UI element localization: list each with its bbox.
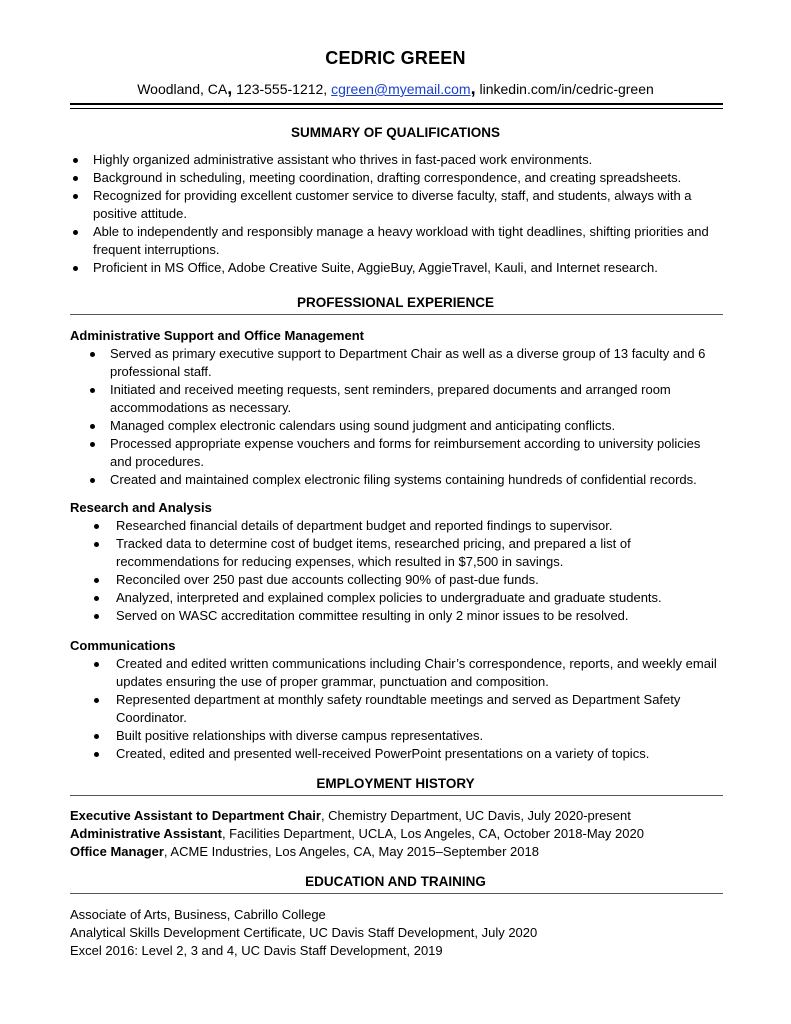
bullet-text: Able to independently and responsibly manage a heavy workload with tight deadlines, shifting priorities and frequent interruptions. xyxy=(93,224,709,257)
header-divider xyxy=(70,103,723,109)
experience-group-heading: Administrative Support and Office Management xyxy=(70,328,364,343)
job-title: Administrative Assistant xyxy=(70,826,222,841)
summary-heading: SUMMARY OF QUALIFICATIONS xyxy=(291,125,500,140)
bullet-text: Highly organized administrative assistant who thrives in fast-paced work environments. xyxy=(93,152,593,167)
bullet-item xyxy=(70,187,730,223)
bullet-text: Created and maintained complex electronic filing systems containing hundreds of confidential records. xyxy=(110,472,697,487)
contact-phone: 123-555-1212, xyxy=(236,81,328,97)
bullet-dot-icon xyxy=(94,524,99,529)
bullet-dot-icon xyxy=(73,266,78,271)
bullet-dot-icon xyxy=(90,442,95,447)
bullet-text: Reconciled over 250 past due accounts collecting 90% of past-due funds. xyxy=(116,572,539,587)
bullet-item xyxy=(88,745,718,763)
bullet-dot-icon xyxy=(73,194,78,199)
contact-separator: , xyxy=(227,78,233,98)
contact-linkedin: linkedin.com/in/cedric-green xyxy=(479,81,654,97)
bullet-text: Served as primary executive support to Department Chair as well as a diverse group of 13 faculty and 6 professional staff. xyxy=(110,346,706,379)
experience-group-list xyxy=(88,655,718,763)
experience-group-heading: Research and Analysis xyxy=(70,500,212,515)
bullet-dot-icon xyxy=(90,388,95,393)
job-detail: , Facilities Department, UCLA, Los Angeles, CA, October 2018-May 2020 xyxy=(221,826,644,841)
bullet-text: Proficient in MS Office, Adobe Creative Suite, AggieBuy, AggieTravel, Kauli, and Internet research. xyxy=(93,260,658,275)
bullet-item xyxy=(88,517,718,535)
experience-group-heading: Communications xyxy=(70,638,176,653)
employment-entry xyxy=(70,843,644,861)
bullet-text: Represented department at monthly safety roundtable meetings and served as Department Safety Coordinator. xyxy=(116,692,681,725)
bullet-dot-icon xyxy=(94,662,99,667)
bullet-text: Created and edited written communications including Chair’s correspondence, reports, and weekly email updates ensuring the use of proper grammar, punctuation and composition. xyxy=(116,656,717,689)
bullet-text: Served on WASC accreditation committee resulting in only 2 minor issues to be resolved. xyxy=(116,608,629,623)
bullet-item xyxy=(88,655,718,691)
bullet-text: Recognized for providing excellent customer service to diverse faculty, staff, and students, always with a positive attitude. xyxy=(93,188,692,221)
contact-location: Woodland, CA xyxy=(137,81,228,97)
contact-email-link[interactable]: cgreen@myemail.com xyxy=(331,81,471,97)
job-title: Executive Assistant to Department Chair xyxy=(70,808,321,823)
bullet-item xyxy=(70,259,730,277)
bullet-dot-icon xyxy=(94,542,99,547)
bullet-dot-icon xyxy=(73,230,78,235)
bullet-item xyxy=(88,345,718,381)
job-title: Office Manager xyxy=(70,844,164,859)
contact-line xyxy=(0,78,791,99)
bullet-dot-icon xyxy=(90,352,95,357)
job-detail: , Chemistry Department, UC Davis, July 2020-present xyxy=(320,808,631,823)
bullet-text: Analyzed, interpreted and explained complex policies to undergraduate and graduate students. xyxy=(116,590,662,605)
job-detail: , ACME Industries, Los Angeles, CA, May 2015–September 2018 xyxy=(163,844,539,859)
bullet-dot-icon xyxy=(73,176,78,181)
bullet-dot-icon xyxy=(94,752,99,757)
experience-group-list xyxy=(88,345,718,489)
candidate-name: CEDRIC GREEN xyxy=(325,48,466,68)
bullet-dot-icon xyxy=(94,614,99,619)
bullet-item xyxy=(70,169,730,187)
education-entry: Associate of Arts, Business, Cabrillo College xyxy=(70,907,326,922)
summary-list xyxy=(70,151,730,277)
bullet-text: Built positive relationships with diverse campus representatives. xyxy=(116,728,484,743)
employment-entry xyxy=(70,807,644,825)
bullet-text: Researched financial details of department budget and reported findings to supervisor. xyxy=(116,518,613,533)
bullet-text: Tracked data to determine cost of budget items, researched pricing, and prepared a list of recommendations for reducing expenses, which resulted in $7,500 in savings. xyxy=(116,536,631,569)
education-heading: EDUCATION AND TRAINING xyxy=(305,874,486,889)
education-entry: Excel 2016: Level 2, 3 and 4, UC Davis Staff Development, 2019 xyxy=(70,943,443,958)
bullet-item xyxy=(88,417,718,435)
bullet-item xyxy=(70,151,730,169)
employment-heading: EMPLOYMENT HISTORY xyxy=(316,776,475,791)
education-divider xyxy=(70,893,723,894)
bullet-dot-icon xyxy=(94,578,99,583)
employment-entry xyxy=(70,825,644,843)
experience-group-list xyxy=(88,517,718,625)
employment-list xyxy=(70,807,644,861)
bullet-text: Processed appropriate expense vouchers and forms for reimbursement according to university policies and procedures. xyxy=(110,436,701,469)
bullet-item xyxy=(88,471,718,489)
bullet-item xyxy=(88,435,718,471)
bullet-item xyxy=(88,381,718,417)
bullet-dot-icon xyxy=(73,158,78,163)
bullet-item xyxy=(70,223,730,259)
contact-separator: , xyxy=(470,78,476,98)
bullet-item xyxy=(88,607,718,625)
experience-heading: PROFESSIONAL EXPERIENCE xyxy=(296,295,495,310)
bullet-dot-icon xyxy=(94,734,99,739)
bullet-item xyxy=(88,571,718,589)
bullet-text: Initiated and received meeting requests, sent reminders, prepared documents and arranged room accommodations as necessary. xyxy=(110,382,671,415)
bullet-item xyxy=(88,535,718,571)
experience-divider xyxy=(70,314,723,315)
education-entry: Analytical Skills Development Certificate, UC Davis Staff Development, July 2020 xyxy=(70,925,538,940)
bullet-text: Managed complex electronic calendars using sound judgment and anticipating conflicts. xyxy=(110,418,616,433)
bullet-item xyxy=(88,589,718,607)
bullet-dot-icon xyxy=(90,478,95,483)
bullet-item xyxy=(88,691,718,727)
employment-divider xyxy=(70,795,723,796)
bullet-text: Background in scheduling, meeting coordination, drafting correspondence, and creating spreadsheets. xyxy=(93,170,682,185)
bullet-dot-icon xyxy=(94,698,99,703)
education-list xyxy=(70,906,537,960)
bullet-text: Created, edited and presented well-received PowerPoint presentations on a variety of topics. xyxy=(116,746,650,761)
bullet-item xyxy=(88,727,718,745)
bullet-dot-icon xyxy=(94,596,99,601)
bullet-dot-icon xyxy=(90,424,95,429)
